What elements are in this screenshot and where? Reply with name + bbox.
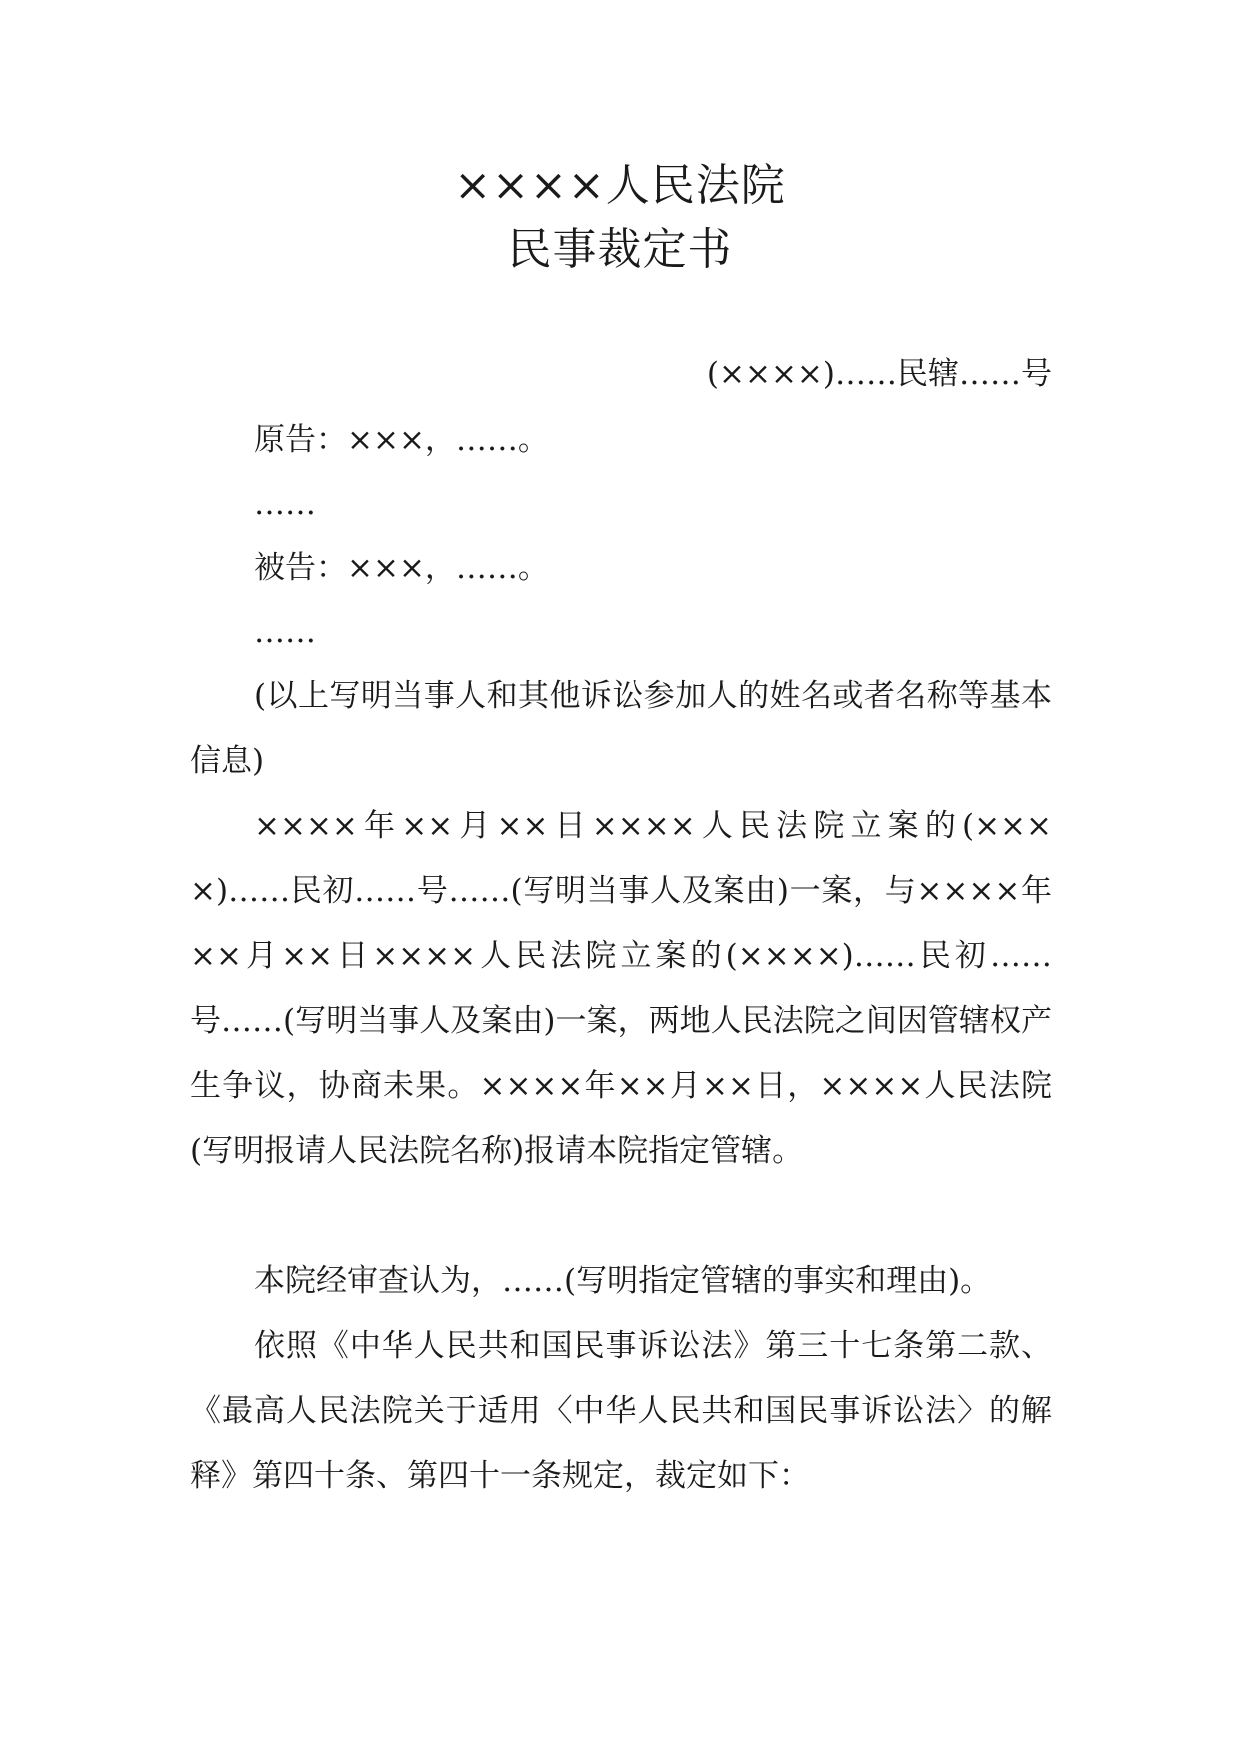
plaintiff-line: 原告：×××，……。 xyxy=(254,422,549,458)
parties-note: (以上写明当事人和其他诉讼参加人的姓名或者名称等基本信息) xyxy=(190,678,1052,779)
ellipsis-line-1: …… xyxy=(254,486,316,522)
ellipsis-line-2: …… xyxy=(254,614,316,650)
review-paragraph: 本院经审查认为，……(写明指定管辖的事实和理由)。 xyxy=(254,1263,992,1299)
facts-paragraph: ××××年××月××日××××人民法院立案的(××××)……民初……号……(写明当事人及案由)一案，与××××年××月××日××××人民法院立案的(××××)……民初……号……(写明当事人及案由)一案，两地人民法院之间因管辖权产生争议，协商未果。××××年××月××日，××××人民法院(写明报请人民法院名称)报请本院指定管辖。 xyxy=(190,808,1052,1169)
defendant-line: 被告：×××，……。 xyxy=(254,550,549,586)
document-type-title: 民事裁定书 xyxy=(507,224,733,275)
legal-basis-paragraph: 依照《中华人民共和国民事诉讼法》第三十七条第二款、《最高人民法院关于适用〈中华人民共和国民事诉讼法〉的解释》第四十条、第四十一条规定，裁定如下： xyxy=(190,1328,1052,1494)
case-number: (××××)……民辖……号 xyxy=(706,356,1052,392)
court-name-title: ××××人民法院 xyxy=(454,160,786,211)
